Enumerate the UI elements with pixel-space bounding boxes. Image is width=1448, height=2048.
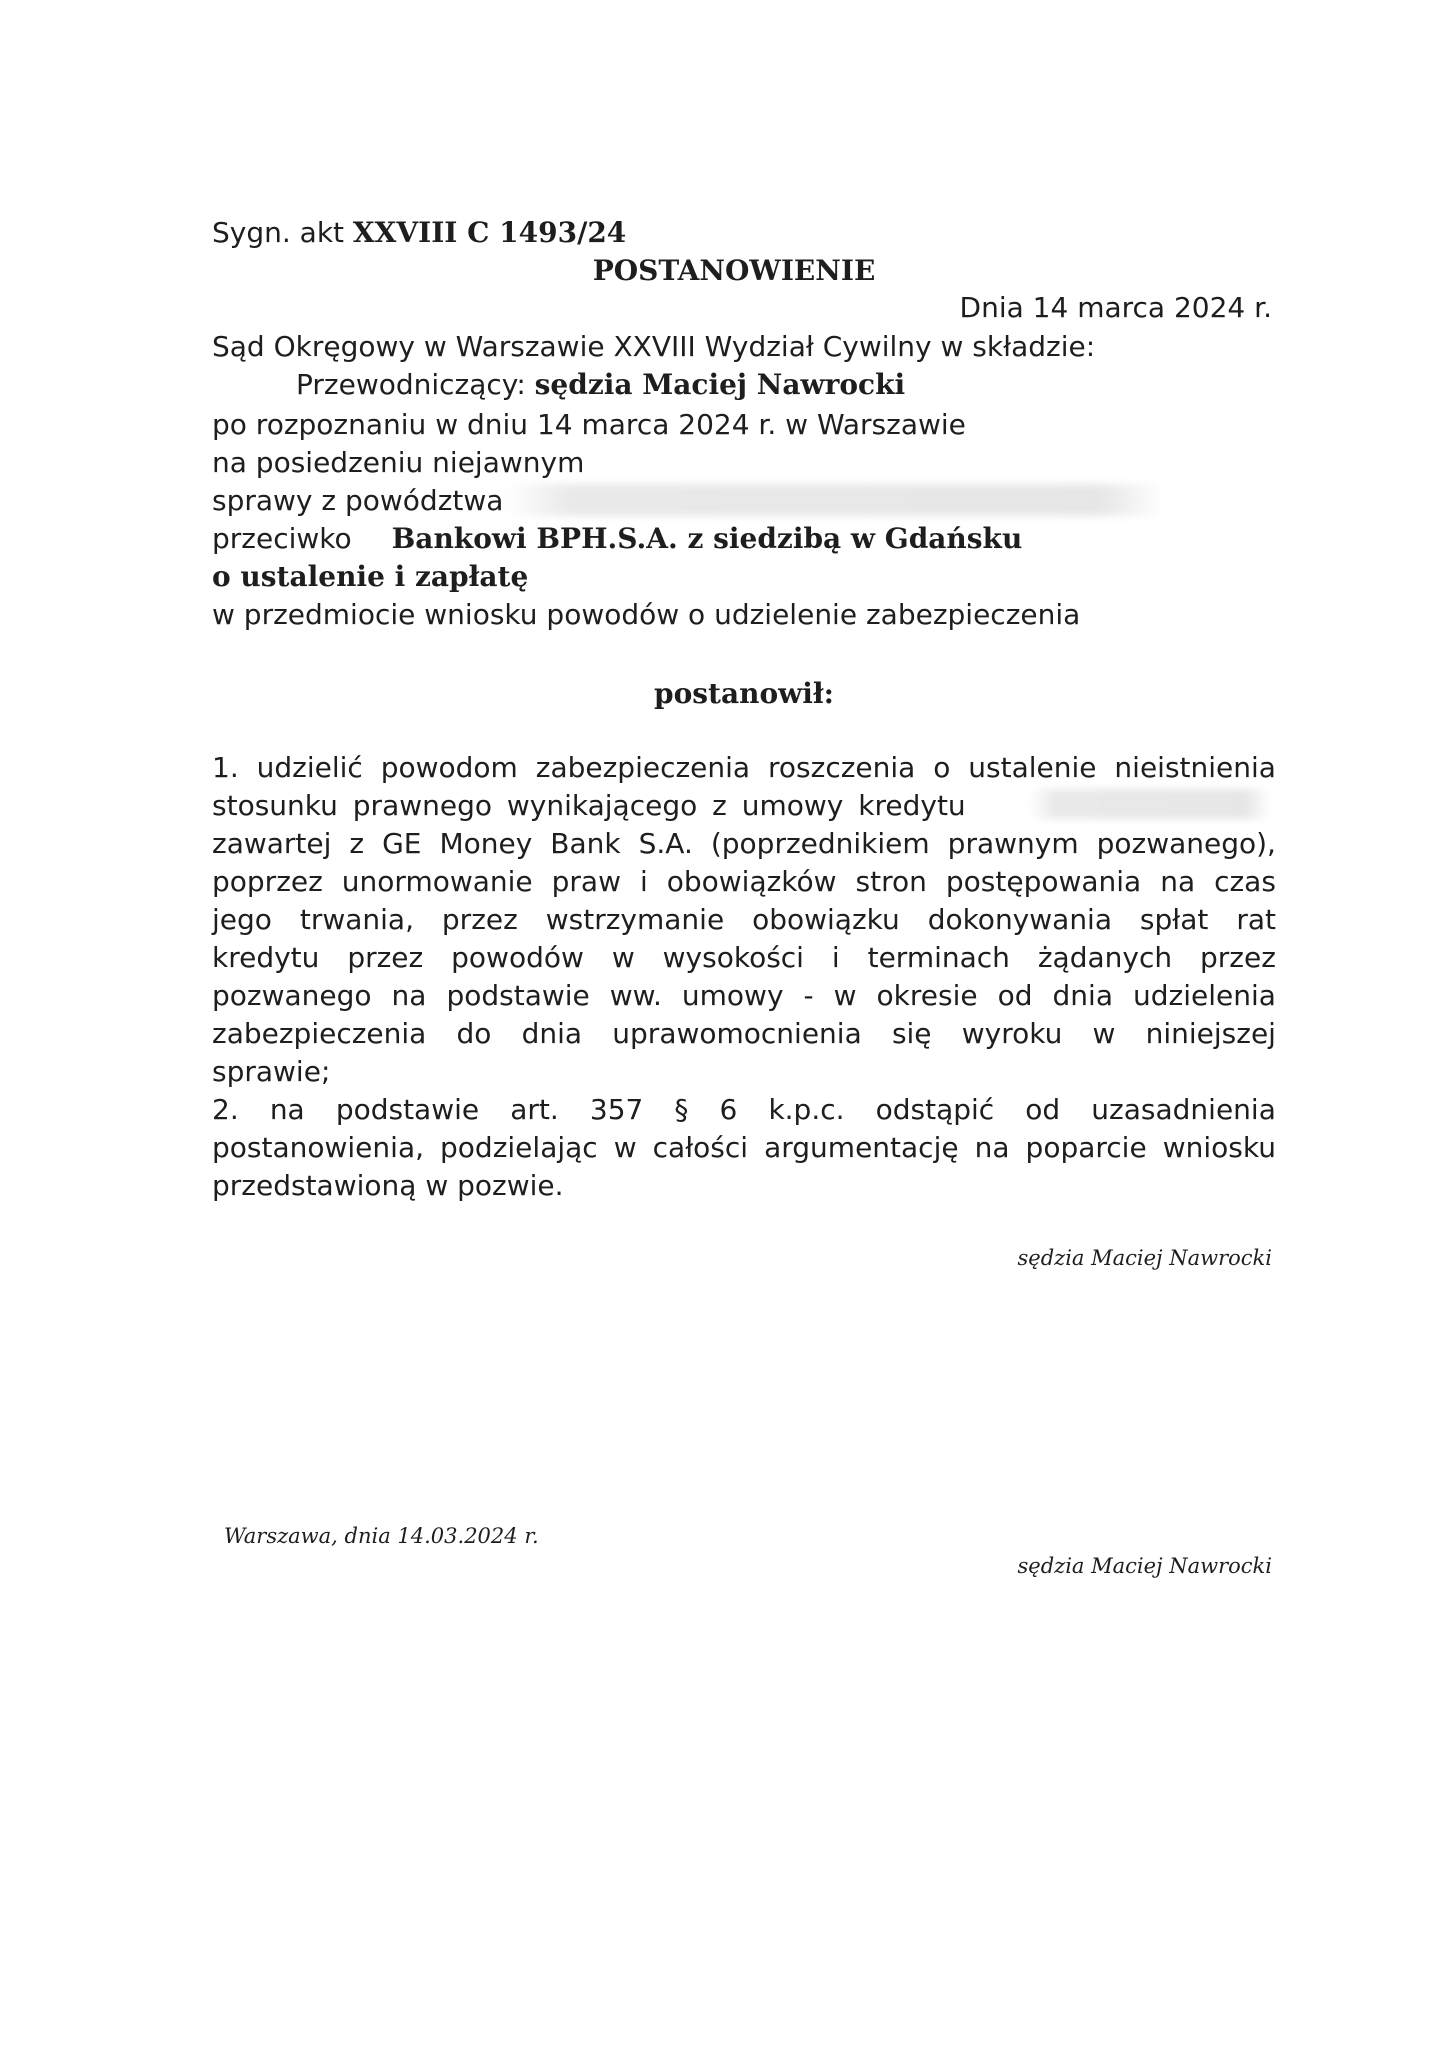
word: praw bbox=[551, 865, 621, 898]
word: nieistnienia bbox=[1114, 751, 1276, 784]
word: w bbox=[611, 941, 635, 974]
word: dnia bbox=[1052, 979, 1113, 1012]
word: w bbox=[613, 1131, 637, 1164]
word: pozwanego bbox=[212, 979, 372, 1012]
point-2-line-3: przedstawioną w pozwie. bbox=[212, 1169, 564, 1202]
suit-line: sprawy z powództwa bbox=[212, 484, 504, 517]
word: podzielając bbox=[440, 1131, 598, 1164]
word: powodów bbox=[451, 941, 584, 974]
word: przez bbox=[347, 941, 424, 974]
word: poparcie bbox=[1025, 1131, 1147, 1164]
word: poprzez bbox=[212, 865, 323, 898]
motion-line: w przedmiocie wniosku powodów o udzielenie zabezpieczenia bbox=[212, 598, 1081, 631]
word: całości bbox=[652, 1131, 749, 1164]
case-signature-prefix: Sygn. akt bbox=[212, 216, 353, 249]
word: się bbox=[891, 1017, 932, 1050]
word: wniosku bbox=[1162, 1131, 1276, 1164]
word: GE bbox=[382, 827, 422, 860]
word: uzasadnienia bbox=[1091, 1093, 1276, 1126]
point-1-line-1 bbox=[212, 749, 1276, 787]
redacted-plaintiff bbox=[505, 484, 1165, 516]
point-1-line-5 bbox=[212, 901, 1276, 939]
word: unormowanie bbox=[341, 865, 533, 898]
court-line: Sąd Okręgowy w Warszawie XXVIII Wydział Cywilny w składzie: bbox=[212, 330, 1096, 363]
point-2-line-1 bbox=[212, 1091, 1276, 1129]
word: na bbox=[974, 1131, 1010, 1164]
word: podstawie bbox=[446, 979, 590, 1012]
word: na bbox=[269, 1093, 305, 1126]
against-label: przeciwko bbox=[212, 522, 352, 555]
word: na bbox=[391, 979, 427, 1012]
word: art. bbox=[510, 1093, 559, 1126]
decided-heading: postanowił: bbox=[654, 677, 834, 710]
point-1-line-3 bbox=[212, 825, 1276, 863]
word: udzielenia bbox=[1132, 979, 1276, 1012]
word: na bbox=[1160, 865, 1196, 898]
point-2-line-2 bbox=[212, 1129, 1276, 1167]
word: postępowania bbox=[945, 865, 1142, 898]
chair-name: sędzia Maciej Nawrocki bbox=[534, 368, 906, 401]
word: do bbox=[456, 1017, 492, 1050]
word: 357 bbox=[589, 1093, 644, 1126]
word: odstąpić bbox=[875, 1093, 995, 1126]
word: Bank bbox=[550, 827, 621, 860]
against-line bbox=[212, 520, 1022, 558]
word: podstawie bbox=[335, 1093, 480, 1126]
word: o bbox=[933, 751, 951, 784]
word: spłat bbox=[1139, 903, 1209, 936]
word: jego bbox=[212, 903, 272, 936]
court-chair bbox=[296, 366, 905, 404]
word: (poprzednikiem bbox=[710, 827, 930, 860]
word: rat bbox=[1236, 903, 1276, 936]
word: żądanych bbox=[1037, 941, 1173, 974]
redacted-loan-number bbox=[1030, 789, 1270, 819]
word: 6 bbox=[719, 1093, 738, 1126]
point-1-line-4 bbox=[212, 863, 1276, 901]
point-1-line-9: sprawie; bbox=[212, 1055, 331, 1088]
word: Money bbox=[439, 827, 533, 860]
session-line: na posiedzeniu niejawnym bbox=[212, 446, 585, 479]
judge-signature-bottom: sędzia Maciej Nawrocki bbox=[1017, 1554, 1272, 1578]
place-and-date: Warszawa, dnia 14.03.2024 r. bbox=[224, 1524, 539, 1548]
document-date-text: Dnia 14 marca 2024 r. bbox=[959, 291, 1272, 324]
word: okresie bbox=[876, 979, 978, 1012]
word: stron bbox=[855, 865, 927, 898]
examined-line: po rozpoznaniu w dniu 14 marca 2024 r. w Warszawie bbox=[212, 408, 966, 441]
word: w bbox=[833, 979, 857, 1012]
word: obowiązków bbox=[666, 865, 837, 898]
word: ustalenie bbox=[968, 751, 1097, 784]
subject-line: o ustalenie i zapłatę bbox=[212, 560, 529, 593]
word: przez bbox=[1200, 941, 1276, 974]
word: roszczenia bbox=[768, 751, 916, 784]
word: 2. bbox=[212, 1093, 239, 1126]
point-1-line-6 bbox=[212, 939, 1276, 977]
point-1-line-2: stosunku prawnego wynikającego z umowy kredytu bbox=[212, 789, 966, 822]
word: kredytu bbox=[212, 941, 320, 974]
word: obowiązku bbox=[752, 903, 900, 936]
chair-label: Przewodniczący: bbox=[296, 368, 535, 401]
word: argumentację bbox=[764, 1131, 959, 1164]
case-signature bbox=[212, 214, 626, 252]
defendant-name: Bankowi BPH.S.A. z siedzibą w Gdańsku bbox=[391, 522, 1023, 555]
word: i bbox=[639, 865, 648, 898]
word: niniejszej bbox=[1145, 1017, 1276, 1050]
word: wyroku bbox=[961, 1017, 1063, 1050]
word: z bbox=[349, 827, 365, 860]
document-date bbox=[960, 289, 1272, 327]
word: powodom bbox=[380, 751, 518, 784]
word: 1. bbox=[212, 751, 239, 784]
word: udzielić bbox=[256, 751, 363, 784]
word: § bbox=[674, 1093, 689, 1126]
word: S.A. bbox=[638, 827, 693, 860]
word: zawartej bbox=[212, 827, 332, 860]
word: czas bbox=[1214, 865, 1276, 898]
point-1-line-7 bbox=[212, 977, 1276, 1015]
word: od bbox=[1025, 1093, 1061, 1126]
word: uprawomocnienia bbox=[612, 1017, 862, 1050]
word: trwania, bbox=[299, 903, 414, 936]
word: k.p.c. bbox=[768, 1093, 845, 1126]
word: - bbox=[803, 979, 814, 1012]
word: ww. bbox=[609, 979, 662, 1012]
word: i bbox=[831, 941, 840, 974]
word: dokonywania bbox=[927, 903, 1112, 936]
word: pozwanego), bbox=[1096, 827, 1276, 860]
word: od bbox=[997, 979, 1033, 1012]
word: wstrzymanie bbox=[545, 903, 725, 936]
word: prawnym bbox=[947, 827, 1079, 860]
point-1-line-8 bbox=[212, 1015, 1276, 1053]
word: postanowienia, bbox=[212, 1131, 424, 1164]
word: w bbox=[1092, 1017, 1116, 1050]
word: dnia bbox=[521, 1017, 583, 1050]
word: zabezpieczenia bbox=[535, 751, 751, 784]
word: terminach bbox=[867, 941, 1010, 974]
word: wysokości bbox=[662, 941, 804, 974]
word: zabezpieczenia bbox=[212, 1017, 427, 1050]
judge-signature-top: sędzia Maciej Nawrocki bbox=[1017, 1246, 1272, 1270]
case-number: XXVIII C 1493/24 bbox=[352, 216, 627, 249]
word: przez bbox=[441, 903, 518, 936]
document-title: POSTANOWIENIE bbox=[592, 254, 876, 287]
word: umowy bbox=[681, 979, 784, 1012]
